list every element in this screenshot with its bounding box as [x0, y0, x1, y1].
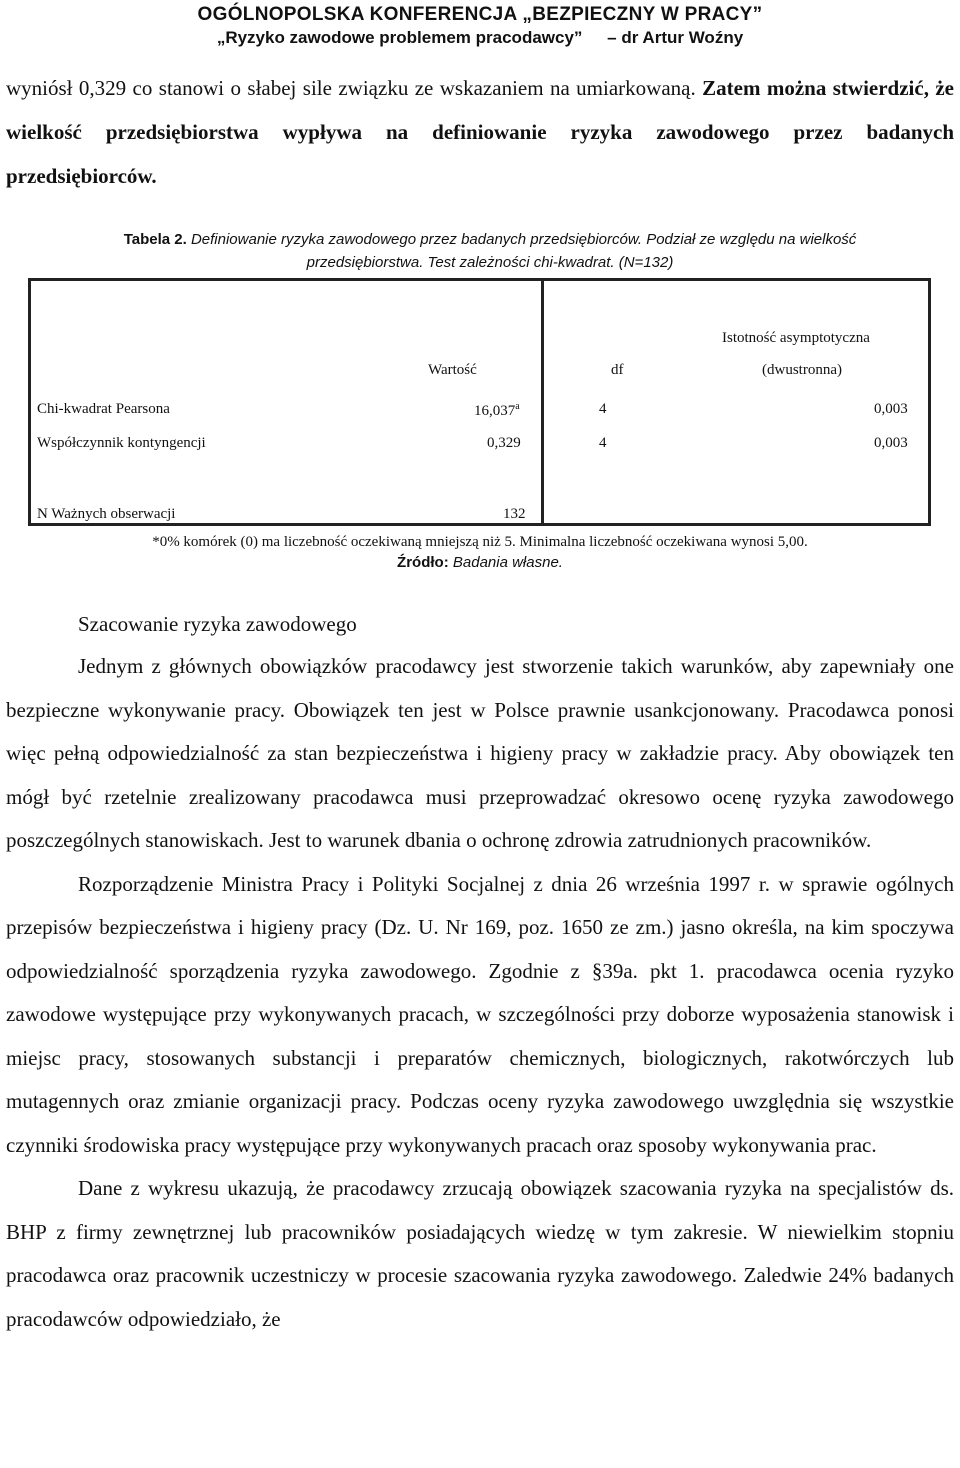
- header-value: Wartość: [428, 362, 477, 378]
- source-text: Badania własne.: [452, 554, 563, 571]
- header-sig-line1: Istotność asymptotyczna: [722, 330, 870, 346]
- author-name: dr Artur Woźny: [621, 28, 744, 47]
- n-row-label: N Ważnych obserwacji: [37, 506, 176, 522]
- row-value: 0,329: [487, 435, 521, 451]
- source-label: Źródło:: [397, 554, 449, 571]
- intro-text: wyniósł 0,329 co stanowi o słabej sile związku ze wskazaniem na umiarkowaną.: [6, 76, 696, 100]
- table-caption: [60, 228, 920, 274]
- paragraph: Dane z wykresu ukazują, że pracodawcy zrzucają obowiązek szacowania ryzyka na specjalistów ds. BHP z firmy zewnętrznej lub pracowników posiadających wiedzę w tym zakresie. W niewielkim stopniu pracodawca oraz pracownik uczestniczy w procesie szacowania ryzyka zawodowego. Zaledwie 24% badanych pracodawców odpowiedziało, że: [6, 1176, 954, 1331]
- intro-bold-text: Zatem można stwierdzić, że wielkość przedsiębiorstwa wypływa na definiowanie ryzyka zawodowego przez badanych przedsiębiorców.: [6, 76, 954, 188]
- conference-subtitle: „Ryzyko zawodowe problemem pracodawcy” – dr Artur Woźny: [216, 28, 744, 47]
- table-note: *0% komórek (0) ma liczebność oczekiwaną mniejszą niż 5. Minimalna liczebność oczekiwana wynosi 5,00.: [152, 534, 808, 550]
- caption-line1: Definiowanie ryzyka zawodowego przez badanych przedsiębiorców. Podział ze względu na wielkość: [190, 231, 857, 248]
- conference-title: OGÓLNOPOLSKA KONFERENCJA „BEZPIECZNY W PRACY”: [197, 4, 763, 25]
- table-label: Tabela 2.: [123, 231, 187, 248]
- n-row-value: 132: [503, 506, 526, 522]
- page-header: [0, 2, 960, 49]
- subtitle-text: „Ryzyko zawodowe problemem pracodawcy”: [216, 28, 583, 47]
- row-label: Współczynnik kontyngencji: [37, 435, 206, 451]
- row-value: [474, 401, 520, 420]
- header-df: df: [611, 362, 624, 378]
- caption-line2: przedsiębiorstwa. Test zależności chi-kwadrat.: [306, 254, 615, 271]
- paragraph: Jednym z głównych obowiązków pracodawcy jest stworzenie takich warunków, aby zapewniały one bezpieczne wykonywanie pracy. Obowiązek ten jest w Polsce prawnie usankcjonowany. Pracodawca ponosi więc pełną odpowiedzialność za stan bezpieczeństwa i higieny pracy w zakładzie pracy. Aby obowiązek ten mógł być rzetelnie zrealizowany pracodawca musi przeprowadzać okresowo ocenę ryzyka zawodowego poszczególnych stanowiskach. Jest to warunek dbania o ochronę zdrowia zatrudnionych pracowników.: [6, 654, 954, 852]
- row-value-text: 16,037: [474, 403, 516, 419]
- row-df: 4: [599, 401, 607, 417]
- section-body: [6, 645, 954, 1341]
- intro-paragraph: [6, 66, 954, 198]
- row-value-sup: a: [515, 401, 520, 412]
- caption-n: (N=132): [618, 254, 674, 271]
- row-label: Chi-kwadrat Pearsona: [37, 401, 170, 417]
- paragraph: Rozporządzenie Ministra Pracy i Polityki Socjalnej z dnia 26 września 1997 r. w sprawie ogólnych przepisów bezpieczeństwa i higieny pracy (Dz. U. Nr 169, poz. 1650 ze zm.) jasno określa, na kim spoczywa odpowiedzialność sporządzenia ryzyka zawodowego. Zgodnie z §39a. pkt 1. pracodawca ocenia ryzyko zawodowe występujące przy wykonywanych pracach, w szczególności przy doborze wyposażenia stanowisk i miejsc pracy, stosowanych substancji i preparatów chemicznych, biologicznych, rakotwórczych lub mutagennych oraz zmianie organizacji pracy. Podczas oceny ryzyka zawodowego uwzględnia się wszystkie czynniki środowiska pracy występujące przy wykonywanych pracach oraz sposoby wykonywania prac.: [6, 871, 954, 1157]
- row-df: 4: [599, 435, 607, 451]
- header-sig-line2: (dwustronna): [762, 362, 842, 378]
- row-sig: 0,003: [874, 435, 908, 451]
- source-line: [0, 552, 960, 574]
- section-heading: Szacowanie ryzyka zawodowego: [78, 612, 357, 636]
- table-divider: [541, 278, 544, 526]
- row-sig: 0,003: [874, 401, 908, 417]
